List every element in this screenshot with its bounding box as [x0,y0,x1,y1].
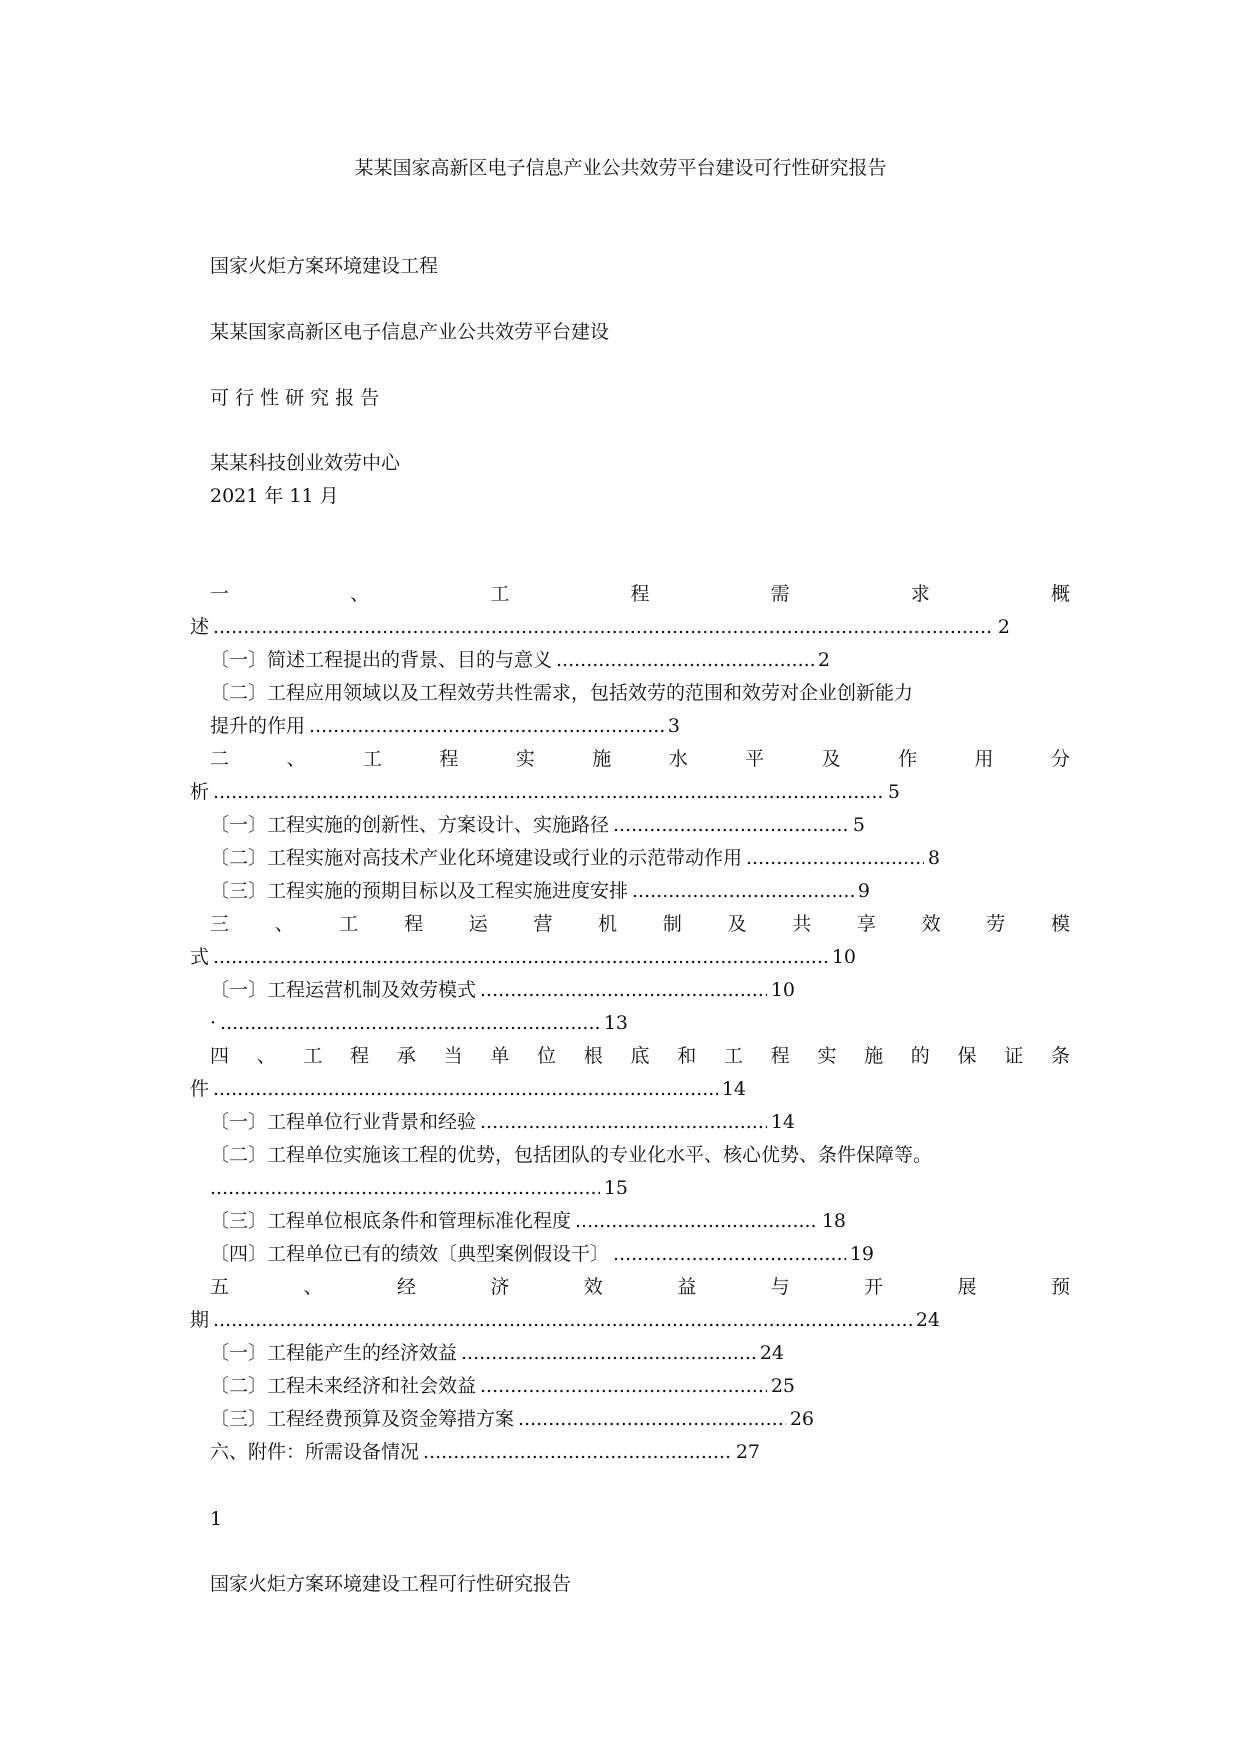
toc-heading-char: 预 [1050,1276,1070,1298]
toc-heading-char: 展 [957,1276,977,1298]
toc-heading-char: 效 [921,913,941,935]
toc-heading-char: 三 [210,913,230,935]
toc-leader [613,1242,846,1266]
toc-entry-2-1[interactable] [210,813,865,837]
toc-heading-char: 施 [592,748,612,770]
toc-entry-1-1[interactable] [210,648,830,672]
toc-heading-char: 工 [362,748,382,770]
toc-leader [556,648,814,672]
toc-leader [423,1440,732,1464]
toc-entry-text: 〔一〕工程能产生的经济效益 [210,1342,458,1364]
toc-leader [480,1110,767,1134]
toc-entry-1-2-cont[interactable] [210,714,680,738]
toc-leader [632,879,854,903]
toc-page-number: 14 [721,1078,746,1100]
toc-heading-tail: 式 [190,946,210,968]
toc-leader [213,780,884,804]
toc-page-number: 9 [857,880,870,902]
toc-page-number: 2 [817,649,830,671]
toc-heading-char: 根 [583,1045,603,1067]
toc-page-number: 24 [759,1342,784,1364]
toc-heading-char: 开 [864,1276,884,1298]
toc-heading-char: 劳 [986,913,1006,935]
toc-entry-2-2[interactable] [210,846,940,870]
toc-heading-char: 机 [598,913,618,935]
toc-leader [575,1209,818,1233]
toc-heading-char: 及 [821,748,841,770]
toc-entry-text: 〔一〕简述工程提出的背景、目的与意义 [210,649,553,671]
toc-heading-char: 分 [1050,748,1070,770]
organization: 某某科技创业效劳中心 [210,452,401,474]
toc-heading-char: 证 [1004,1045,1024,1067]
toc-leader [213,1077,718,1101]
toc-page-number: 2 [997,616,1010,638]
toc-section-4-heading [210,1044,1070,1068]
toc-heading-char: 底 [630,1045,650,1067]
toc-entry-text: 〔四〕工程单位已有的绩效〔典型案例假设干〕 [210,1243,610,1265]
toc-entry-text: 〔三〕工程实施的预期目标以及工程实施进度安排 [210,880,629,902]
toc-heading-char: 的 [910,1045,930,1067]
toc-heading-char: 用 [974,748,994,770]
toc-heading-char: 位 [537,1045,557,1067]
toc-heading-char: 制 [662,913,682,935]
toc-heading-char: 程 [439,748,459,770]
toc-heading-char: 工 [303,1045,323,1067]
toc-entry-5-1[interactable] [210,1341,784,1365]
toc-leader [613,813,849,837]
toc-page-number: 13 [603,1012,628,1034]
toc-section-3[interactable] [210,912,1070,936]
project-name: 某某国家高新区电子信息产业公共效劳平台建设 [210,321,610,343]
toc-page-number: 18 [821,1210,846,1232]
toc-leader [213,945,828,969]
toc-leader [518,1407,786,1431]
toc-leader [480,1374,767,1398]
toc-heading-char: 当 [443,1045,463,1067]
toc-heading-char: 程 [770,1045,790,1067]
toc-heading-tail: 期 [190,1309,210,1331]
toc-heading-char: 实 [817,1045,837,1067]
toc-page-number: 10 [831,946,856,968]
toc-heading-char: 程 [630,583,650,605]
toc-section-2-tail[interactable] [190,780,900,804]
toc-section-5-heading [210,1275,1070,1299]
toc-entry-3-2[interactable] [210,1011,628,1035]
toc-leader [210,1176,600,1200]
toc-heading-char: 经 [396,1276,416,1298]
toc-entry-text: 〔二〕工程未来经济和社会效益 [210,1375,477,1397]
toc-heading-char: 运 [468,913,488,935]
toc-leader [461,1341,756,1365]
toc-entry-text: · [210,1012,217,1034]
toc-section-6[interactable] [210,1440,760,1464]
toc-heading-char: 、 [274,913,294,935]
toc-heading-char: 享 [856,913,876,935]
toc-section-4[interactable] [210,1044,1070,1068]
toc-section-1-tail[interactable] [190,615,1010,639]
toc-entry-4-2[interactable]: 〔二〕工程单位实施该工程的优势，包括团队的专业化水平、核心优势、条件保障等。 [210,1144,933,1166]
toc-section-2[interactable] [210,747,1070,771]
toc-heading-char: 二 [210,748,230,770]
toc-heading-char: 效 [583,1276,603,1298]
toc-entry-4-4[interactable] [210,1242,874,1266]
toc-heading-char: 、 [286,748,306,770]
toc-heading-tail: 析 [190,781,210,803]
toc-page-number: 15 [603,1177,628,1199]
toc-heading-char: 、 [350,583,370,605]
toc-entry-4-3[interactable] [210,1209,846,1233]
toc-heading-char: 和 [677,1045,697,1067]
toc-leader [213,1308,912,1332]
toc-entry-text: 六、附件：所需设备情况 [210,1441,420,1463]
toc-entry-text: 〔二〕工程实施对高技术产业化环境建设或行业的示范带动作用 [210,847,743,869]
toc-heading-char: 益 [677,1276,697,1298]
toc-heading-char: 程 [350,1045,370,1067]
toc-section-5-tail[interactable] [190,1308,940,1332]
toc-section-2-heading [210,747,1070,771]
running-title: 国家火炬方案环境建设工程可行性研究报告 [210,1573,572,1595]
toc-heading-char: 及 [727,913,747,935]
toc-heading-char: 济 [490,1276,510,1298]
toc-heading-char: 工 [490,583,510,605]
toc-page-number: 24 [915,1309,940,1331]
toc-page-number: 27 [735,1441,760,1463]
toc-entry-3-1[interactable] [210,978,795,1002]
toc-entry-text: 〔一〕工程运营机制及效劳模式 [210,979,477,1001]
toc-section-4-tail[interactable] [190,1077,746,1101]
toc-page-number: 8 [927,847,940,869]
report-type: 可 行 性 研 究 报 告 [210,387,380,409]
toc-page-number: 3 [667,715,680,737]
toc-section-3-heading [210,912,1070,936]
toc-heading-char: 工 [723,1045,743,1067]
toc-heading-char: 水 [668,748,688,770]
toc-heading-char: 求 [910,583,930,605]
document-title: 某某国家高新区电子信息产业公共效劳平台建设可行性研究报告 [354,157,887,179]
toc-heading-char: 保 [957,1045,977,1067]
toc-entry-text: 〔三〕工程经费预算及资金筹措方案 [210,1408,515,1430]
toc-leader [213,615,994,639]
page-number: 1 [210,1508,223,1530]
toc-leader [220,1011,600,1035]
toc-heading-char: 五 [210,1276,230,1298]
toc-heading-char: 承 [396,1045,416,1067]
toc-entry-5-2[interactable] [210,1374,795,1398]
toc-entry-text: 提升的作用 [210,715,306,737]
toc-page-number: 10 [770,979,795,1001]
toc-page-number: 5 [887,781,900,803]
toc-entry-4-2-cont[interactable] [210,1176,628,1200]
toc-section-3-tail[interactable] [190,945,856,969]
toc-page-number: 5 [852,814,865,836]
toc-entry-2-3[interactable] [210,879,870,903]
toc-heading-char: 条 [1050,1045,1070,1067]
toc-section-1[interactable] [210,582,1070,606]
toc-heading-char: 概 [1050,583,1070,605]
toc-leader [746,846,924,870]
program-name: 国家火炬方案环境建设工程 [210,255,439,277]
toc-leader [309,714,664,738]
toc-entry-text: 〔三〕工程单位根底条件和管理标准化程度 [210,1210,572,1232]
toc-heading-char: 平 [745,748,765,770]
toc-leader [480,978,767,1002]
toc-entry-5-3[interactable] [210,1407,814,1431]
toc-heading-char: 四 [210,1045,230,1067]
toc-heading-char: 一 [210,583,230,605]
toc-heading-char: 、 [303,1276,323,1298]
toc-heading-char: 作 [898,748,918,770]
report-date: 2021 年 11 月 [210,485,339,507]
toc-page-number: 26 [789,1408,814,1430]
toc-entry-text: 〔一〕工程实施的创新性、方案设计、实施路径 [210,814,610,836]
toc-heading-char: 模 [1050,913,1070,935]
toc-heading-char: 需 [770,583,790,605]
toc-heading-char: 单 [490,1045,510,1067]
toc-heading-char: 工 [339,913,359,935]
toc-heading-char: 程 [404,913,424,935]
toc-page-number: 25 [770,1375,795,1397]
toc-heading-char: 、 [256,1045,276,1067]
toc-section-5[interactable] [210,1275,1070,1299]
toc-entry-4-1[interactable] [210,1110,795,1134]
toc-page-number: 14 [770,1111,795,1133]
toc-heading-tail: 述 [190,616,210,638]
toc-page-number: 19 [849,1243,874,1265]
toc-heading-tail: 件 [190,1078,210,1100]
toc-heading-char: 与 [770,1276,790,1298]
toc-entry-1-2[interactable]: 〔二〕工程应用领域以及工程效劳共性需求，包括效劳的范围和效劳对企业创新能力 [210,682,914,704]
toc-section-1-heading [210,582,1070,606]
toc-heading-char: 营 [533,913,553,935]
toc-heading-char: 实 [515,748,535,770]
toc-heading-char: 共 [792,913,812,935]
toc-entry-text: 〔一〕工程单位行业背景和经验 [210,1111,477,1133]
toc-heading-char: 施 [864,1045,884,1067]
